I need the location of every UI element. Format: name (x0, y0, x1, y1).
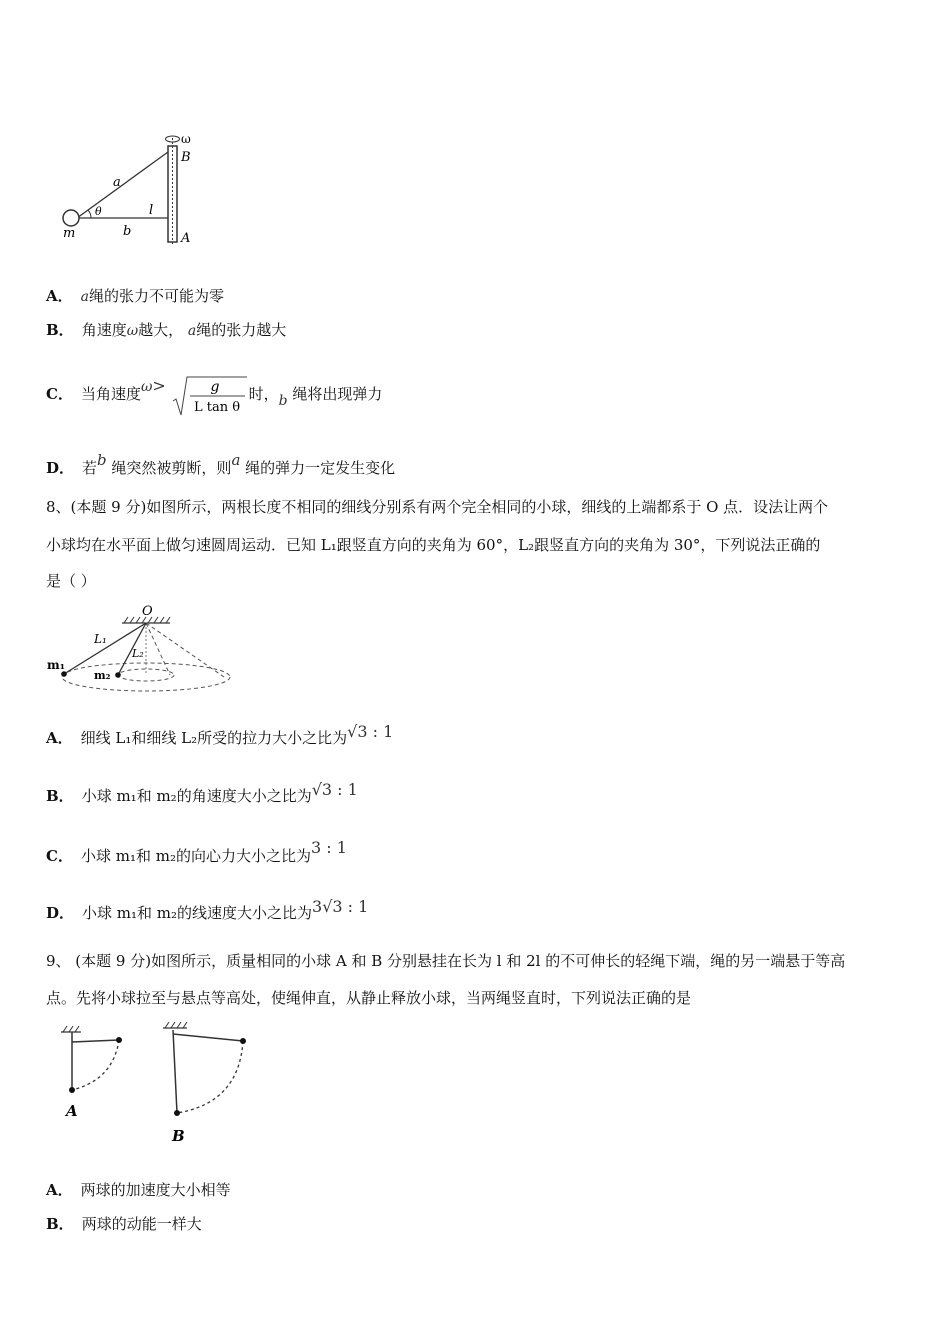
q7-option-c[interactable] (46, 364, 383, 415)
option-key: A． (46, 729, 73, 747)
sqrt-g-over-l-tan-theta (171, 373, 249, 417)
var-omega: ω (126, 323, 139, 339)
option-key: A． (46, 287, 73, 305)
var-a: a (80, 289, 89, 305)
option-text: 绳将出现弹力 (292, 385, 383, 403)
option-text: 小球 m₁和 m₂的角速度大小之比为 (81, 787, 312, 805)
option-key: C． (46, 847, 73, 865)
figure-rod-pendulum (55, 128, 225, 248)
q8-line-3: 是（ ） (46, 572, 96, 590)
q7-option-b[interactable] (46, 320, 286, 341)
q9-option-a[interactable] (46, 1180, 231, 1200)
ball-m (63, 210, 79, 226)
option-key: B． (46, 787, 74, 805)
option-text: 当角速度 (80, 385, 141, 403)
option-text: 绳的弹力一定发生变化 (245, 459, 396, 477)
option-text: 绳突然被剪断，则 (111, 459, 232, 477)
label-l: l (149, 203, 154, 218)
label-A: A (66, 1102, 78, 1120)
label-a: a (113, 175, 121, 190)
label-B: B (172, 1127, 185, 1145)
option-text: 小球 m₁和 m₂的向心力大小之比为 (80, 847, 311, 865)
option-key: B． (46, 321, 74, 339)
q9-line-1: 9、 (本题 9 分)如图所示，质量相同的小球 A 和 B 分别悬挂在长为 l 和 2l 的不可伸长的轻绳下端，绳的另一端悬于等高 (46, 952, 846, 970)
option-text: 绳的张力越大 (196, 321, 287, 339)
pendulum-A (61, 1026, 122, 1120)
option-text: 角速度 (81, 321, 127, 339)
label-m2: m₂ (94, 669, 111, 682)
var-a: a (231, 451, 241, 469)
q8-line-2: 小球均在水平面上做匀速圆周运动．已知 L₁跟竖直方向的夹角为 60°，L₂跟竖直方向的夹角为 30°，下列说法正确的 (46, 536, 821, 554)
ratio-math: √3 : 1 (347, 722, 394, 741)
figure-two-conical-pendulums (46, 603, 236, 695)
option-key: D． (46, 459, 75, 477)
q7-option-a[interactable] (46, 286, 224, 307)
option-text: 两球的加速度大小相等 (80, 1181, 231, 1199)
figure-two-pendulums (55, 1018, 265, 1148)
frac-den: L tan θ (193, 400, 240, 415)
op-greater: > (152, 376, 166, 395)
q8-option-c[interactable] (46, 838, 347, 866)
option-text: 时， (248, 385, 279, 403)
ball-m1 (61, 671, 67, 677)
q9-option-b[interactable] (46, 1214, 202, 1234)
label-L1: L₁ (94, 632, 107, 646)
q9-line-2: 点。先将小球拉至与悬点等高处，使绳伸直，从静止释放小球，当两绳竖直时，下列说法正确的是 (46, 989, 692, 1007)
q8-option-d[interactable] (46, 897, 368, 923)
option-text: 细线 L₁和细线 L₂所受的拉力大小之比为 (80, 729, 348, 747)
label-B: B (181, 150, 191, 165)
option-text: 越大， (138, 321, 184, 339)
var-a: a (187, 323, 197, 339)
label-theta: θ (95, 205, 102, 218)
option-key: D． (46, 904, 75, 922)
var-b: b (97, 451, 107, 469)
label-m: m (63, 226, 76, 241)
ratio-math: 3√3 : 1 (312, 897, 369, 916)
pendulum-B (163, 1022, 246, 1145)
omega-label: ω (181, 132, 191, 146)
q8-line-1: 8、(本题 9 分)如图所示，两根长度不相同的细线分别系有两个完全相同的小球，细线的上端都系于 O 点．设法让两个 (46, 498, 829, 516)
q8-option-a[interactable] (46, 722, 393, 748)
var-omega: ω (140, 379, 153, 395)
label-A: A (181, 231, 191, 246)
option-text: 绳的张力不可能为零 (89, 287, 225, 305)
option-key: A． (46, 1181, 73, 1199)
string-a (77, 152, 168, 218)
var-b: b (278, 393, 288, 409)
option-text: 若 (82, 459, 98, 477)
label-b: b (123, 224, 132, 239)
ratio-math: √3 : 1 (311, 780, 358, 799)
label-m1: m₁ (47, 658, 65, 672)
label-O: O (142, 604, 153, 619)
option-text: 小球 m₁和 m₂的线速度大小之比为 (82, 904, 313, 922)
q7-option-d[interactable] (46, 450, 395, 478)
ratio-math: 3 : 1 (310, 838, 347, 857)
option-text: 两球的动能一样大 (81, 1215, 202, 1233)
q8-option-b[interactable] (46, 780, 358, 806)
label-L2: L₂ (132, 647, 144, 660)
ball-m2 (115, 672, 121, 678)
option-key: C． (46, 385, 73, 403)
option-key: B． (46, 1215, 74, 1233)
frac-num: g (210, 379, 220, 395)
